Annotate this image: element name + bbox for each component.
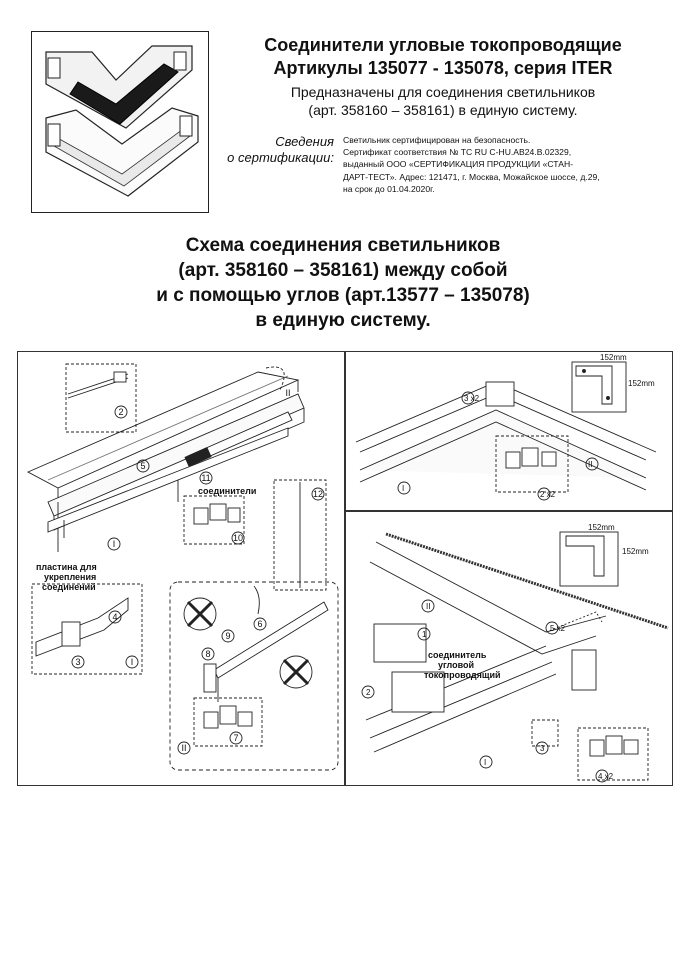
scheme-heading-line-3: и с помощью углов (арт.13577 – 135078)	[156, 285, 530, 306]
corner-connector-label-line-3: токопроводящий	[424, 670, 501, 680]
left-label-12: 12	[312, 489, 324, 499]
top-right-label-2x2: 2 x2	[540, 490, 556, 499]
corner-connector-label-line-1: соединитель	[428, 650, 487, 660]
corner-connector-label-line-2: угловой	[438, 660, 475, 670]
certification-text: Светильник сертифицирован на безопасность. Сертификат соответствия № TC RU C-HU.AB24.B.02329, выданный ООО «СЕРТИФИКАЦИЯ ПРОДУКЦИИ «СТАН- ДАРТ-ТЕСТ». Адрес: 121471, г. Москва, Можайское шоссе, д.29, на срок до 01.04.2020г.	[343, 135, 600, 194]
bottom-right-label-4x2: 4 x2	[598, 772, 614, 781]
certification-label-line-2: о сертификации:	[227, 150, 334, 165]
top-right-roman-1: I	[402, 484, 405, 493]
left-roman-1: I	[112, 539, 116, 549]
left-label-9: 9	[225, 631, 231, 641]
left-label-10: 10	[232, 533, 244, 543]
left-label-2: 2	[118, 407, 124, 417]
plate-label-line-1: пластина для	[36, 562, 97, 572]
left-roman-2b: II	[181, 743, 187, 753]
scheme-heading-line-4: в единую систему.	[255, 310, 431, 331]
bottom-right-dim-height: 152mm	[622, 547, 649, 556]
top-right-dim-height: 152mm	[628, 379, 655, 388]
plate-label-line-2: укрепления	[44, 572, 97, 582]
left-roman-2: II	[285, 388, 291, 398]
left-installation-diagram	[18, 352, 344, 785]
scheme-heading-line-2: (арт. 358160 – 358161) между собой	[178, 260, 508, 281]
left-label-7: 7	[233, 733, 239, 743]
left-installation-panel	[17, 351, 345, 786]
left-label-8: 8	[205, 649, 211, 659]
subtitle-line-1: Предназначены для соединения светильников	[290, 84, 596, 100]
scheme-heading-line-1: Схема соединения светильников	[185, 235, 501, 256]
bottom-right-installation-diagram	[346, 512, 672, 785]
title-line-2: Артикулы 135077 - 135078, серия ITER	[273, 58, 613, 78]
bottom-right-roman-2: II	[426, 602, 431, 611]
corner-connector-illustration	[32, 32, 208, 212]
bottom-right-label-2: 2	[366, 688, 371, 697]
subtitle-line-2: (арт. 358160 – 358161) в единую систему.	[308, 102, 578, 118]
bottom-right-label-5x2: 5 x2	[550, 624, 566, 633]
left-label-5: 5	[140, 461, 146, 471]
left-label-3: 3	[75, 657, 81, 667]
top-right-label-3x2: 3 x2	[464, 394, 480, 403]
top-right-dim-width: 152mm	[600, 353, 627, 362]
left-roman-1b: I	[130, 657, 134, 667]
bottom-right-label-3: 3	[540, 744, 545, 753]
left-label-11: 11	[201, 473, 211, 483]
title-line-1: Соединители угловые токопроводящие	[264, 35, 622, 55]
plate-label-line-3: соединений	[42, 582, 96, 592]
bottom-right-label-1: 1	[422, 630, 427, 639]
top-right-installation-diagram	[346, 352, 672, 510]
product-image	[31, 31, 209, 213]
left-label-4: 4	[112, 612, 118, 622]
bottom-right-installation-panel	[345, 511, 673, 786]
top-right-installation-panel	[345, 351, 673, 511]
bottom-right-roman-1: I	[484, 758, 487, 767]
certification-label-line-1: Сведения	[275, 134, 334, 149]
left-label-6: 6	[257, 619, 263, 629]
connectors-label: соединители	[198, 486, 257, 496]
top-right-roman-2: II	[588, 460, 593, 469]
bottom-right-dim-width: 152mm	[588, 523, 615, 532]
